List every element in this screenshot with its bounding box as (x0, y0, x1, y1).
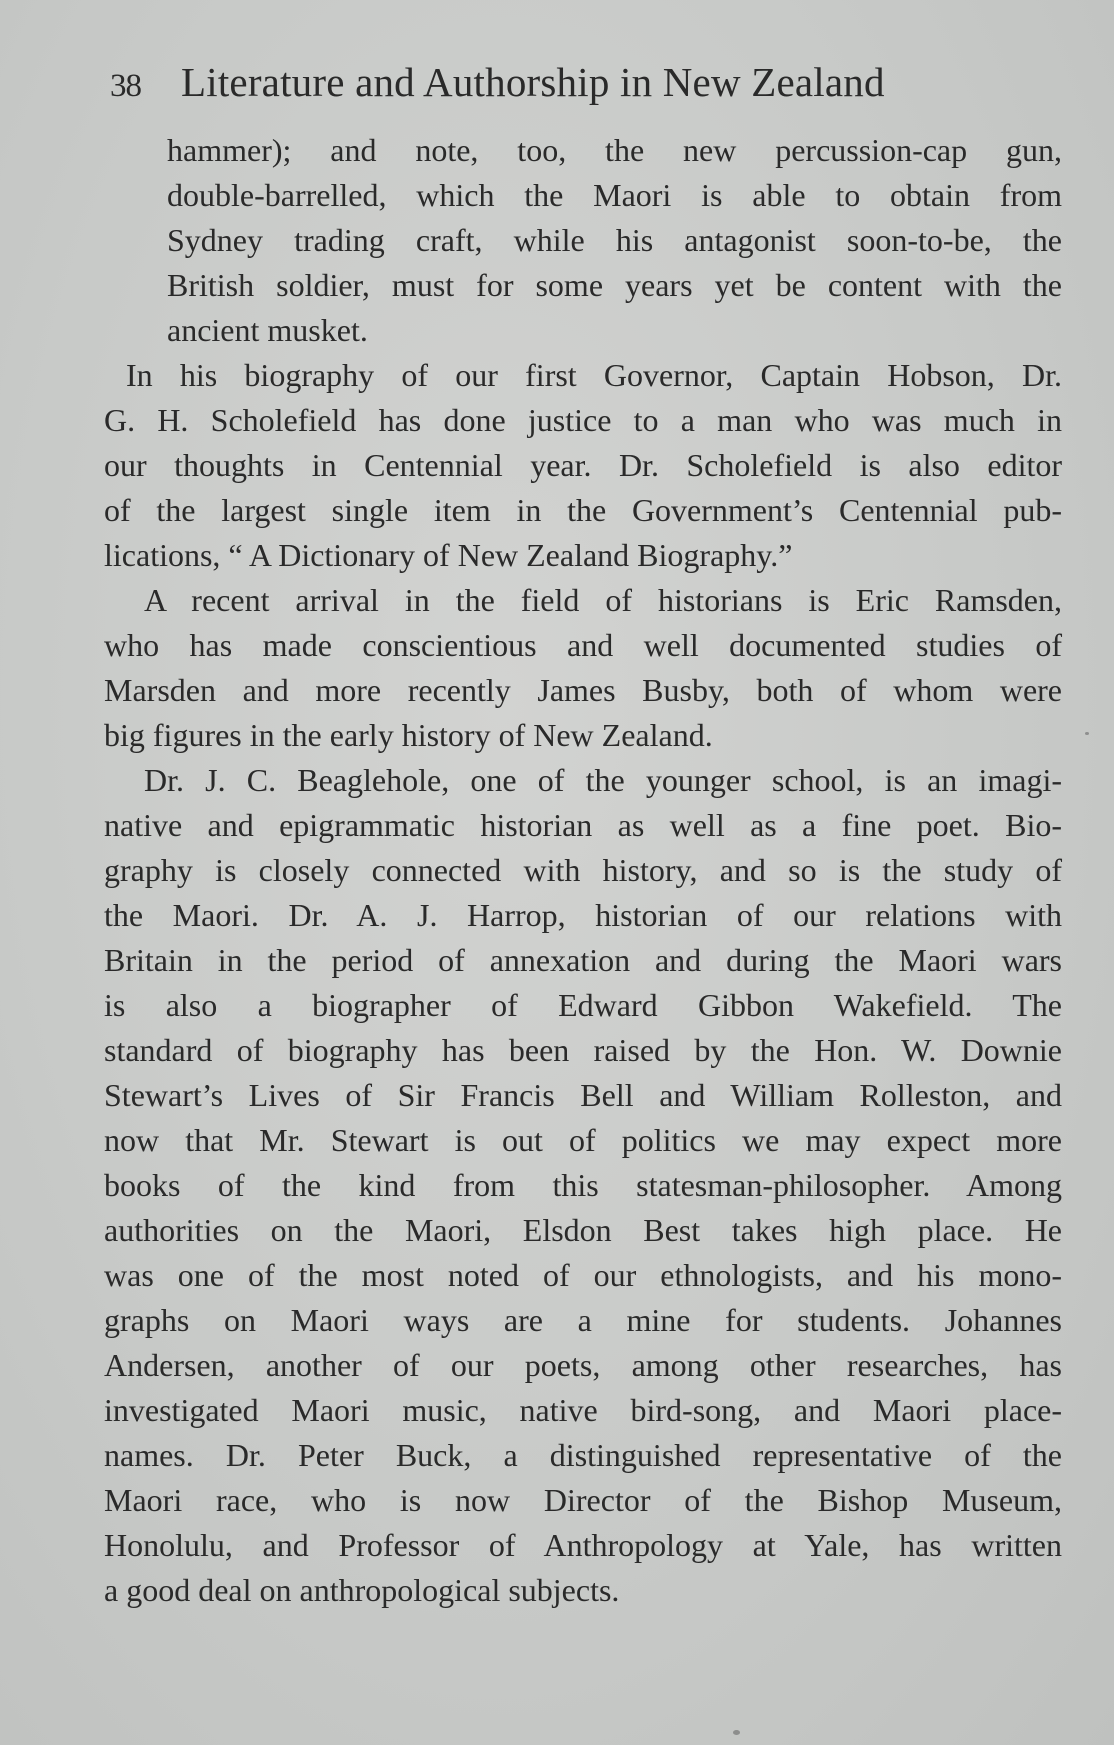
text-line: of the largest single item in the Government’s Centennial pub- (104, 492, 1062, 528)
text-line: lications, “ A Dictionary of New Zealand Biography.” (104, 537, 793, 573)
text-line: G. H. Scholefield has done justice to a man who was much in (104, 402, 1062, 438)
text-line: books of the kind from this statesman-philosopher. Among (104, 1167, 1062, 1203)
text-line: Honolulu, and Professor of Anthropology at Yale, has written (104, 1527, 1062, 1563)
paper-speck (1085, 732, 1089, 735)
text-line: now that Mr. Stewart is out of politics we may expect more (104, 1122, 1062, 1158)
text-line: Maori race, who is now Director of the Bishop Museum, (104, 1482, 1062, 1518)
paragraph-ramsden (104, 578, 1062, 758)
text-line: authorities on the Maori, Elsdon Best takes high place. He (104, 1212, 1062, 1248)
text-line: Stewart’s Lives of Sir Francis Bell and William Rolleston, and (104, 1077, 1062, 1113)
paragraph-beaglehole (104, 758, 1062, 1613)
text-line: double-barrelled, which the Maori is able to obtain from (167, 177, 1062, 213)
text-line: In his biography of our first Governor, Captain Hobson, Dr. (126, 357, 1062, 393)
page-header (110, 58, 980, 110)
text-line: the Maori. Dr. A. J. Harrop, historian of our relations with (104, 897, 1062, 933)
text-line: who has made conscientious and well documented studies of (104, 627, 1062, 663)
text-line: was one of the most noted of our ethnologists, and his mono- (104, 1257, 1062, 1293)
text-line: native and epigrammatic historian as well as a fine poet. Bio- (104, 807, 1062, 843)
text-line: ancient musket. (167, 312, 368, 348)
text-line: British soldier, must for some years yet be content with the (167, 267, 1062, 303)
quoted-passage (104, 128, 1062, 353)
text-line: investigated Maori music, native bird-song, and Maori place- (104, 1392, 1062, 1428)
paragraph-hobson (104, 353, 1062, 578)
body-text (104, 128, 1062, 1613)
text-line: graphy is closely connected with history, and so is the study of (104, 852, 1062, 888)
text-line: Andersen, another of our poets, among other researches, has (104, 1347, 1062, 1383)
page-number: 38 (110, 68, 141, 104)
text-line: graphs on Maori ways are a mine for students. Johannes (104, 1302, 1062, 1338)
text-line: our thoughts in Centennial year. Dr. Scholefield is also editor (104, 447, 1062, 483)
text-line: hammer); and note, too, the new percussion-cap gun, (167, 132, 1062, 168)
text-line: a good deal on anthropological subjects. (104, 1572, 620, 1608)
text-line: A recent arrival in the field of historians is Eric Ramsden, (144, 582, 1062, 618)
text-line: big figures in the early history of New Zealand. (104, 717, 713, 753)
text-line: Marsden and more recently James Busby, both of whom were (104, 672, 1062, 708)
text-line: names. Dr. Peter Buck, a distinguished representative of the (104, 1437, 1062, 1473)
text-line: Dr. J. C. Beaglehole, one of the younger school, is an imagi- (144, 762, 1062, 798)
text-line: Britain in the period of annexation and during the Maori wars (104, 942, 1062, 978)
running-head: Literature and Authorship in New Zealand (181, 59, 885, 105)
text-line: is also a biographer of Edward Gibbon Wakefield. The (104, 987, 1062, 1023)
paper-speck (733, 1730, 740, 1735)
text-line: standard of biography has been raised by the Hon. W. Downie (104, 1032, 1062, 1068)
text-line: Sydney trading craft, while his antagonist soon-to-be, the (167, 222, 1062, 258)
